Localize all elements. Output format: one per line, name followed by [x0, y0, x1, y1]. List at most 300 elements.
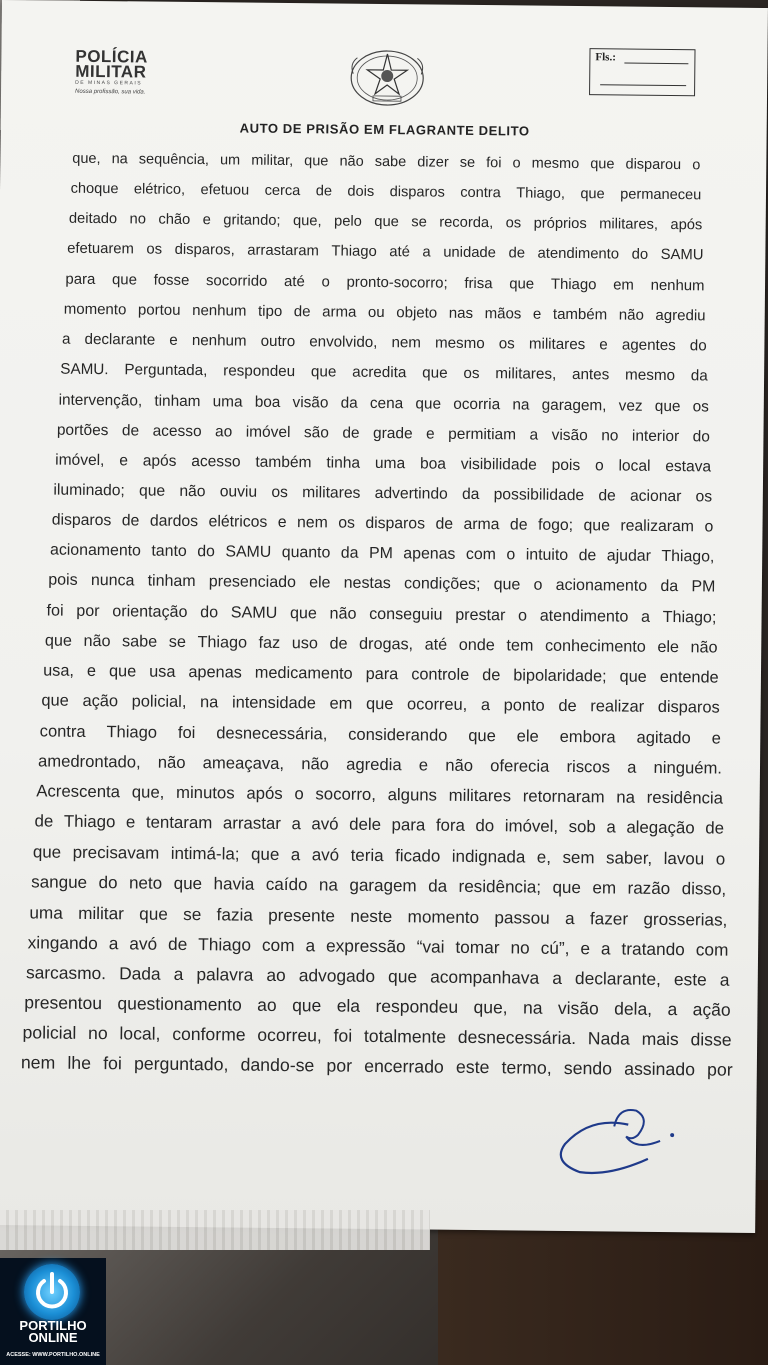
word: neste: [350, 905, 393, 926]
word: foi: [333, 1025, 353, 1046]
word: os: [146, 241, 163, 258]
word: elétrico,: [133, 181, 186, 198]
word: a: [108, 932, 119, 953]
word: nunca: [90, 571, 135, 590]
word: que: [583, 516, 610, 535]
word: de: [121, 512, 140, 530]
word: ninguém.: [653, 758, 723, 778]
coat-of-arms-icon: [347, 44, 428, 109]
word: medicamento: [254, 663, 353, 683]
word: dardos: [149, 512, 199, 530]
word: agredia: [346, 754, 402, 775]
word: se: [459, 154, 476, 171]
word: quanto: [281, 543, 331, 562]
word: termo,: [501, 1057, 552, 1078]
word: realizar: [590, 697, 645, 716]
word: imóvel: [245, 423, 291, 441]
word: SAMU: [660, 247, 704, 264]
word: SAMU.: [60, 361, 109, 379]
word: da: [660, 577, 679, 596]
word: e: [169, 332, 178, 350]
document-line: [33, 842, 726, 869]
word: para: [365, 664, 399, 684]
word: bipolaridade;: [513, 666, 607, 686]
word: grade: [372, 424, 413, 442]
word: fogo;: [537, 516, 574, 534]
word: não: [157, 753, 186, 773]
word: militar: [78, 902, 125, 923]
word: de: [598, 486, 616, 505]
word: e: [532, 305, 542, 323]
word: ameaçava,: [202, 753, 285, 774]
word: de: [167, 933, 188, 954]
word: da: [690, 367, 708, 385]
word: ocorreu,: [257, 1024, 322, 1046]
document-line: [41, 692, 720, 718]
word: dizer: [417, 154, 449, 171]
word: ocorria: [453, 395, 501, 413]
word: sabe: [122, 632, 158, 651]
document-line: [64, 301, 706, 325]
word: acionamento: [49, 541, 142, 560]
word: ao: [215, 422, 233, 441]
word: que,: [292, 213, 322, 230]
word: riscos: [566, 757, 611, 777]
word: condições;: [403, 575, 481, 593]
word: contra: [460, 184, 501, 202]
word: este: [455, 1056, 490, 1078]
word: presentou: [24, 992, 103, 1013]
word: de: [315, 183, 333, 200]
word: passou: [494, 906, 550, 928]
word: antes: [571, 366, 610, 384]
word: presente: [268, 904, 336, 926]
word: amedrontado,: [37, 751, 141, 772]
word: onde: [458, 635, 495, 655]
word: foi: [46, 601, 64, 620]
word: PM: [691, 578, 716, 596]
word: Thiago,: [516, 185, 566, 202]
word: que: [41, 691, 69, 710]
word: em: [329, 694, 353, 713]
word: elétricos: [208, 512, 268, 531]
word: disparos: [365, 514, 426, 533]
word: uma: [374, 454, 406, 472]
word: prestar: [455, 605, 506, 625]
word: que: [310, 363, 337, 381]
word: agentes: [621, 336, 676, 355]
word: ao: [266, 964, 286, 985]
word: no: [601, 426, 619, 445]
document-line: [38, 752, 722, 779]
word: minutos: [175, 783, 235, 803]
word: “vai: [416, 936, 445, 957]
word: militares,: [599, 216, 659, 234]
word: que: [388, 965, 418, 987]
word: residência;: [458, 876, 542, 897]
word: tratando: [621, 938, 685, 959]
word: militares: [528, 335, 586, 354]
document-line: [52, 511, 714, 536]
word: mesmo: [434, 334, 485, 353]
word: avó: [129, 933, 158, 954]
word: sem: [562, 847, 595, 867]
word: Thiago;: [662, 607, 717, 627]
word: do: [475, 816, 495, 836]
word: ele: [309, 574, 331, 592]
word: dois: [347, 183, 375, 200]
word: nestas: [343, 574, 391, 593]
word: ocorreu,: [406, 695, 468, 715]
word: que,: [72, 150, 101, 168]
word: tinham: [154, 392, 201, 410]
word: arrastar: [222, 813, 282, 834]
word: ele: [657, 637, 680, 657]
word: acionamento: [555, 576, 648, 595]
word: objeto: [396, 304, 438, 322]
word: mesmo: [625, 366, 676, 385]
word: SAMU: [230, 603, 278, 622]
word: em: [592, 877, 617, 898]
word: na: [318, 874, 339, 895]
word: intervenção,: [58, 391, 143, 410]
word: cena: [369, 394, 404, 412]
word: envolvido,: [309, 333, 378, 352]
word: a: [667, 998, 678, 1019]
word: avó: [311, 814, 339, 835]
word: nenhum: [191, 332, 247, 350]
word: e: [418, 755, 429, 775]
word: atendimento: [537, 245, 620, 263]
word: conseguiu: [369, 604, 443, 624]
word: considerando: [348, 724, 448, 745]
word: se: [411, 214, 427, 231]
word: visibilidade: [460, 455, 537, 474]
word: a: [719, 969, 730, 990]
word: sabe: [374, 153, 407, 171]
word: do: [689, 337, 707, 355]
document-line: [59, 391, 710, 416]
word: Nada: [587, 1028, 630, 1049]
word: fosse: [153, 271, 190, 290]
word: por: [326, 1055, 353, 1076]
word: a: [290, 844, 301, 864]
word: ouviu: [219, 483, 258, 501]
word: não: [445, 756, 474, 776]
word: disparos,: [174, 242, 235, 259]
word: foi: [177, 723, 196, 743]
document-line: [28, 932, 729, 960]
word: momento: [407, 905, 480, 927]
word: indignada: [451, 846, 526, 867]
word: sendo: [563, 1057, 613, 1079]
word: da: [340, 544, 359, 562]
word: dele: [349, 815, 382, 835]
word: tinham: [147, 572, 196, 590]
document-line: [48, 571, 715, 596]
word: lhe: [67, 1052, 92, 1073]
word: ao: [257, 994, 277, 1015]
word: em: [613, 276, 634, 294]
word: boa: [419, 455, 447, 473]
word: socorrido: [205, 272, 268, 291]
document-line: [60, 361, 708, 385]
word: de: [705, 818, 725, 839]
word: no: [129, 211, 147, 228]
word: recorda,: [439, 214, 494, 232]
document-line: [62, 331, 707, 355]
word: intuito: [525, 546, 569, 564]
word: que: [304, 153, 329, 170]
word: agrediu: [655, 307, 706, 325]
word: que: [493, 576, 521, 594]
word: que: [654, 397, 681, 415]
watermark-name: [0, 1320, 106, 1344]
word: interior: [631, 427, 680, 445]
word: disse: [690, 1029, 732, 1050]
word: arma: [463, 515, 500, 534]
word: usa,: [43, 661, 75, 680]
word: de: [329, 634, 348, 653]
word: a: [552, 967, 563, 988]
cloth: [0, 1210, 430, 1250]
word: e: [125, 812, 136, 832]
word: os: [271, 483, 289, 501]
word: disso,: [681, 878, 727, 899]
logo-line-3: DE MINAS GERAIS: [75, 79, 143, 87]
document-line: [24, 992, 731, 1020]
word: disparos: [51, 511, 112, 529]
word: se: [183, 903, 202, 924]
word: socorro,: [315, 784, 377, 805]
word: não: [690, 638, 718, 657]
word: intimá-la;: [170, 843, 240, 864]
word: disparos: [389, 184, 445, 201]
word: do: [200, 603, 219, 622]
word: não: [339, 153, 364, 170]
word: tentaram: [145, 813, 213, 833]
word: ela: [336, 995, 361, 1016]
word: ele: [516, 726, 539, 746]
signature: [550, 1096, 691, 1187]
word: precisavam: [72, 842, 160, 863]
word: encerrado: [364, 1055, 444, 1077]
word: do: [631, 246, 649, 263]
word: foi: [103, 1053, 122, 1074]
word: e: [277, 513, 287, 531]
word: nas: [448, 305, 474, 323]
document-line: [47, 602, 717, 628]
word: Thiago: [106, 722, 158, 742]
word: que: [619, 667, 647, 686]
word: garagem: [349, 875, 417, 895]
word: da: [461, 485, 480, 503]
word: ação: [692, 999, 731, 1020]
word: arrastaram: [247, 242, 319, 260]
word: nem: [391, 334, 422, 352]
word: que: [415, 394, 442, 413]
word: não: [179, 482, 206, 500]
word: após: [670, 217, 703, 234]
word: os: [505, 215, 522, 232]
word: na: [616, 787, 636, 808]
document-line: [36, 782, 723, 809]
word: desnecessária.: [457, 1026, 577, 1048]
word: permitiam: [448, 425, 517, 444]
word: expressão: [325, 935, 406, 956]
word: e: [119, 451, 129, 469]
word: do: [692, 427, 710, 446]
word: com: [261, 934, 295, 955]
document-line: [71, 181, 702, 204]
word: de: [342, 424, 360, 442]
page-number-label: Fls.:: [595, 51, 616, 64]
word: que: [250, 844, 280, 864]
word: da: [340, 394, 358, 412]
word: os: [692, 397, 709, 415]
word: Acrescenta: [36, 781, 121, 802]
word: que: [374, 214, 399, 231]
word: policial,: [131, 692, 187, 712]
word: xingando: [27, 932, 98, 953]
word: assinado: [624, 1058, 696, 1080]
word: cú”,: [540, 937, 570, 958]
word: não: [329, 604, 357, 623]
word: totalmente: [363, 1025, 447, 1047]
word: na: [522, 997, 543, 1018]
word: nem: [20, 1052, 56, 1073]
word: acesso: [152, 422, 202, 440]
document-line: [29, 902, 727, 930]
word: unidade: [443, 244, 497, 262]
word: do: [98, 872, 118, 892]
word: sarcasmo.: [25, 962, 107, 983]
word: e: [202, 212, 211, 229]
logo-motto: Nossa profissão, sua vida.: [75, 88, 146, 96]
word: também: [255, 453, 312, 471]
word: e,: [536, 847, 552, 867]
word: a: [422, 244, 431, 261]
word: de: [34, 811, 54, 832]
word: até: [283, 273, 305, 291]
word: imóvel,: [55, 451, 105, 469]
pmmg-logo: [75, 46, 185, 96]
word: orientação: [112, 602, 188, 621]
word: respondeu: [375, 995, 459, 1017]
word: militar,: [251, 152, 294, 170]
word: a: [173, 963, 184, 984]
word: que: [111, 271, 138, 289]
word: fora: [435, 816, 465, 836]
word: de: [293, 303, 311, 321]
word: teria: [350, 845, 384, 865]
word: um: [219, 152, 241, 169]
document-line: [26, 962, 730, 990]
document-line: [31, 872, 726, 899]
word: são: [303, 423, 329, 442]
word: de: [578, 546, 597, 565]
word: o: [294, 784, 304, 804]
word: a: [529, 426, 539, 444]
word: dela,: [614, 998, 653, 1019]
word: por: [76, 601, 100, 621]
word: o: [692, 157, 701, 174]
word: advogado: [298, 964, 376, 986]
word: visão: [557, 997, 599, 1019]
word: embora: [559, 727, 616, 747]
word: o: [715, 849, 726, 869]
word: chão: [158, 211, 191, 229]
document-line: [65, 271, 704, 295]
word: o: [512, 155, 521, 172]
word: a: [600, 938, 611, 959]
word: fazia: [216, 903, 253, 925]
word: conforme: [172, 1023, 246, 1045]
word: entende: [659, 668, 719, 687]
word: disparos: [657, 698, 720, 717]
word: perguntado,: [133, 1053, 229, 1075]
word: atendimento: [539, 606, 629, 626]
word: não: [83, 631, 111, 651]
word: que: [108, 662, 137, 681]
word: contra: [39, 721, 86, 742]
document-line: [22, 1022, 731, 1050]
word: tanto: [151, 542, 187, 560]
word: pois: [48, 571, 78, 589]
word: este: [673, 968, 707, 990]
word: e: [426, 425, 435, 443]
word: e: [599, 336, 608, 354]
word: os: [338, 514, 356, 532]
word: militares: [302, 483, 361, 502]
word: imóvel,: [504, 816, 559, 837]
word: foi: [486, 155, 502, 172]
word: Dada: [119, 963, 161, 984]
word: nenhum: [192, 302, 247, 320]
word: garagem,: [541, 396, 607, 414]
page-number-box: [589, 48, 695, 96]
word: local,: [119, 1023, 161, 1044]
word: que,: [131, 782, 165, 803]
word: presenciado: [208, 573, 297, 592]
watermark-url: ACESSE: WWW.PORTILHO.ONLINE: [6, 1352, 100, 1358]
document-line: [21, 1052, 733, 1080]
word: de: [558, 697, 577, 716]
word: que,: [473, 996, 508, 1018]
word: deitado: [68, 210, 118, 228]
word: declarante,: [574, 967, 661, 989]
word: uma: [212, 392, 243, 411]
word: ficado: [395, 845, 441, 866]
document-line: [43, 662, 719, 688]
word: com: [695, 939, 729, 960]
word: no: [88, 1022, 108, 1044]
document-title: AUTO DE PRISÃO EM FLAGRANTE DELITO: [239, 120, 530, 139]
word: drogas,: [359, 634, 414, 654]
word: que: [552, 877, 582, 897]
word: que: [292, 994, 322, 1016]
word: residência: [646, 788, 724, 808]
word: Thiago: [331, 243, 377, 261]
word: efetuarem: [67, 240, 134, 258]
word: tomar: [455, 936, 500, 957]
word: tipo: [257, 303, 283, 321]
word: usa: [149, 662, 176, 681]
word: iluminado;: [53, 481, 125, 500]
word: a: [564, 907, 575, 928]
word: após: [246, 783, 283, 804]
word: se: [168, 632, 187, 652]
